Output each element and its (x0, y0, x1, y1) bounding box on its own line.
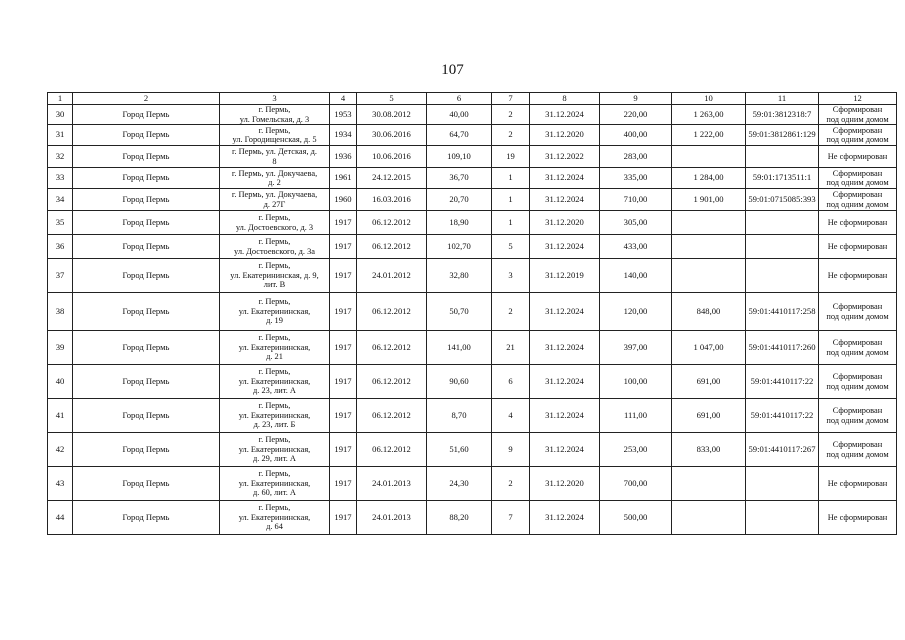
cadastral-number-cell: 59:01:4410117:22 (746, 399, 819, 433)
address-cell: г. Пермь, ул. Докучаева, д. 2 (220, 168, 330, 189)
land-status-cell: Сформирован под одним домом (819, 105, 897, 125)
deadline-cell: 31.12.2024 (530, 168, 600, 189)
value-cell (672, 259, 746, 293)
residents-cell: 1 (492, 211, 530, 235)
deadline-cell: 31.12.2024 (530, 235, 600, 259)
row-number-cell: 37 (48, 259, 73, 293)
address-cell: г. Пермь, ул. Екатерининская, д. 64 (220, 501, 330, 535)
city-cell: Город Пермь (73, 433, 220, 467)
column-header: 3 (220, 93, 330, 105)
table-row (48, 168, 897, 189)
table-row (48, 259, 897, 293)
city-cell: Город Пермь (73, 259, 220, 293)
residents-cell: 6 (492, 365, 530, 399)
cadastral-number-cell (746, 235, 819, 259)
address-cell: г. Пермь, ул. Гомельская, д. 3 (220, 105, 330, 125)
area-cell: 32,80 (427, 259, 492, 293)
table-row (48, 331, 897, 365)
row-number-cell: 31 (48, 125, 73, 146)
row-number-cell: 33 (48, 168, 73, 189)
address-cell: г. Пермь, ул. Достоевского, д. 3а (220, 235, 330, 259)
value-cell: 1 284,00 (672, 168, 746, 189)
deadline-cell: 31.12.2024 (530, 433, 600, 467)
deadline-cell: 31.12.2020 (530, 211, 600, 235)
cost-cell: 283,00 (600, 146, 672, 168)
cadastral-number-cell (746, 501, 819, 535)
city-cell: Город Пермь (73, 365, 220, 399)
city-cell: Город Пермь (73, 399, 220, 433)
value-cell: 691,00 (672, 399, 746, 433)
table-row (48, 399, 897, 433)
deadline-cell: 31.12.2024 (530, 331, 600, 365)
deadline-cell: 31.12.2024 (530, 189, 600, 211)
date-cell: 06.12.2012 (357, 293, 427, 331)
area-cell: 51,60 (427, 433, 492, 467)
deadline-cell: 31.12.2020 (530, 125, 600, 146)
cadastral-number-cell: 59:01:4410117:260 (746, 331, 819, 365)
table-row (48, 365, 897, 399)
table-row (48, 211, 897, 235)
residents-cell: 21 (492, 331, 530, 365)
column-header: 1 (48, 93, 73, 105)
year-cell: 1917 (330, 501, 357, 535)
row-number-cell: 35 (48, 211, 73, 235)
row-number-cell: 40 (48, 365, 73, 399)
year-cell: 1934 (330, 125, 357, 146)
value-cell (672, 146, 746, 168)
row-number-cell: 32 (48, 146, 73, 168)
city-cell: Город Пермь (73, 168, 220, 189)
land-status-cell: Сформирован под одним домом (819, 293, 897, 331)
table-row (48, 125, 897, 146)
year-cell: 1917 (330, 467, 357, 501)
address-cell: г. Пермь, ул. Достоевского, д. 3 (220, 211, 330, 235)
column-header: 12 (819, 93, 897, 105)
residents-cell: 3 (492, 259, 530, 293)
table-row (48, 146, 897, 168)
address-cell: г. Пермь, ул. Екатерининская, д. 29, лит. А (220, 433, 330, 467)
cost-cell: 700,00 (600, 467, 672, 501)
address-cell: г. Пермь, ул. Екатерининская, д. 19 (220, 293, 330, 331)
value-cell: 1 047,00 (672, 331, 746, 365)
value-cell: 1 263,00 (672, 105, 746, 125)
address-cell: г. Пермь, ул. Екатерининская, д. 21 (220, 331, 330, 365)
city-cell: Город Пермь (73, 235, 220, 259)
column-header: 5 (357, 93, 427, 105)
city-cell: Город Пермь (73, 105, 220, 125)
value-cell (672, 467, 746, 501)
column-header: 11 (746, 93, 819, 105)
area-cell: 24,30 (427, 467, 492, 501)
land-status-cell: Не сформирован (819, 467, 897, 501)
address-cell: г. Пермь, ул. Екатерининская, д. 23, лит. А (220, 365, 330, 399)
cadastral-number-cell (746, 259, 819, 293)
cost-cell: 400,00 (600, 125, 672, 146)
table-row (48, 189, 897, 211)
cost-cell: 500,00 (600, 501, 672, 535)
cadastral-number-cell (746, 467, 819, 501)
area-cell: 64,70 (427, 125, 492, 146)
cadastral-number-cell (746, 146, 819, 168)
deadline-cell: 31.12.2020 (530, 467, 600, 501)
year-cell: 1917 (330, 331, 357, 365)
cost-cell: 335,00 (600, 168, 672, 189)
date-cell: 06.12.2012 (357, 211, 427, 235)
year-cell: 1953 (330, 105, 357, 125)
residents-cell: 2 (492, 293, 530, 331)
year-cell: 1960 (330, 189, 357, 211)
table-row (48, 293, 897, 331)
column-header: 2 (73, 93, 220, 105)
year-cell: 1917 (330, 399, 357, 433)
deadline-cell: 31.12.2019 (530, 259, 600, 293)
city-cell: Город Пермь (73, 331, 220, 365)
cost-cell: 120,00 (600, 293, 672, 331)
cadastral-number-cell: 59:01:4410117:267 (746, 433, 819, 467)
address-cell: г. Пермь, ул. Докучаева, д. 27Г (220, 189, 330, 211)
row-number-cell: 41 (48, 399, 73, 433)
year-cell: 1917 (330, 259, 357, 293)
residents-cell: 2 (492, 467, 530, 501)
cost-cell: 710,00 (600, 189, 672, 211)
residents-cell: 1 (492, 189, 530, 211)
table-row (48, 467, 897, 501)
table-row (48, 501, 897, 535)
land-status-cell: Не сформирован (819, 146, 897, 168)
row-number-cell: 34 (48, 189, 73, 211)
address-cell: г. Пермь, ул. Екатерининская, д. 9, лит. В (220, 259, 330, 293)
area-cell: 18,90 (427, 211, 492, 235)
area-cell: 36,70 (427, 168, 492, 189)
land-status-cell: Сформирован под одним домом (819, 331, 897, 365)
city-cell: Город Пермь (73, 293, 220, 331)
column-header: 4 (330, 93, 357, 105)
date-cell: 30.08.2012 (357, 105, 427, 125)
row-number-cell: 44 (48, 501, 73, 535)
deadline-cell: 31.12.2024 (530, 501, 600, 535)
deadline-cell: 31.12.2024 (530, 293, 600, 331)
year-cell: 1917 (330, 211, 357, 235)
deadline-cell: 31.12.2024 (530, 399, 600, 433)
land-status-cell: Сформирован под одним домом (819, 365, 897, 399)
table-body (48, 105, 897, 535)
cost-cell: 305,00 (600, 211, 672, 235)
row-number-cell: 38 (48, 293, 73, 331)
area-cell: 20,70 (427, 189, 492, 211)
date-cell: 06.12.2012 (357, 365, 427, 399)
cost-cell: 397,00 (600, 331, 672, 365)
residents-cell: 9 (492, 433, 530, 467)
residents-cell: 5 (492, 235, 530, 259)
area-cell: 102,70 (427, 235, 492, 259)
land-status-cell: Не сформирован (819, 259, 897, 293)
cost-cell: 140,00 (600, 259, 672, 293)
address-cell: г. Пермь, ул. Городищенская, д. 5 (220, 125, 330, 146)
column-header: 7 (492, 93, 530, 105)
column-header: 10 (672, 93, 746, 105)
value-cell (672, 211, 746, 235)
table-row (48, 105, 897, 125)
table-row (48, 235, 897, 259)
area-cell: 141,00 (427, 331, 492, 365)
address-cell: г. Пермь, ул. Екатерининская, д. 23, лит. Б (220, 399, 330, 433)
residents-cell: 4 (492, 399, 530, 433)
land-status-cell: Сформирован под одним домом (819, 399, 897, 433)
cadastral-number-cell: 59:01:4410117:22 (746, 365, 819, 399)
residents-cell: 7 (492, 501, 530, 535)
deadline-cell: 31.12.2024 (530, 365, 600, 399)
land-status-cell: Сформирован под одним домом (819, 125, 897, 146)
year-cell: 1936 (330, 146, 357, 168)
row-number-cell: 43 (48, 467, 73, 501)
area-cell: 50,70 (427, 293, 492, 331)
date-cell: 24.01.2013 (357, 501, 427, 535)
row-number-cell: 39 (48, 331, 73, 365)
cadastral-number-cell (746, 211, 819, 235)
city-cell: Город Пермь (73, 501, 220, 535)
city-cell: Город Пермь (73, 467, 220, 501)
column-header: 6 (427, 93, 492, 105)
column-header: 9 (600, 93, 672, 105)
year-cell: 1961 (330, 168, 357, 189)
cadastral-number-cell: 59:01:3812318:7 (746, 105, 819, 125)
page-number: 107 (441, 62, 464, 78)
city-cell: Город Пермь (73, 146, 220, 168)
cost-cell: 220,00 (600, 105, 672, 125)
date-cell: 10.06.2016 (357, 146, 427, 168)
cost-cell: 111,00 (600, 399, 672, 433)
cadastral-number-cell: 59:01:3812861:129 (746, 125, 819, 146)
row-number-cell: 36 (48, 235, 73, 259)
date-cell: 06.12.2012 (357, 433, 427, 467)
column-header: 8 (530, 93, 600, 105)
date-cell: 24.12.2015 (357, 168, 427, 189)
table-row (48, 433, 897, 467)
land-status-cell: Сформирован под одним домом (819, 168, 897, 189)
land-status-cell: Не сформирован (819, 235, 897, 259)
city-cell: Город Пермь (73, 211, 220, 235)
residents-cell: 2 (492, 125, 530, 146)
cadastral-number-cell: 59:01:0715085:393 (746, 189, 819, 211)
date-cell: 06.12.2012 (357, 399, 427, 433)
year-cell: 1917 (330, 365, 357, 399)
date-cell: 06.12.2012 (357, 331, 427, 365)
value-cell (672, 501, 746, 535)
date-cell: 24.01.2012 (357, 259, 427, 293)
area-cell: 88,20 (427, 501, 492, 535)
housing-registry-table (47, 92, 897, 535)
date-cell: 24.01.2013 (357, 467, 427, 501)
deadline-cell: 31.12.2024 (530, 105, 600, 125)
residents-cell: 1 (492, 168, 530, 189)
value-cell: 1 901,00 (672, 189, 746, 211)
address-cell: г. Пермь, ул. Детская, д. 8 (220, 146, 330, 168)
land-status-cell: Сформирован под одним домом (819, 433, 897, 467)
land-status-cell: Не сформирован (819, 501, 897, 535)
cadastral-number-cell: 59:01:1713511:1 (746, 168, 819, 189)
value-cell: 833,00 (672, 433, 746, 467)
area-cell: 8,70 (427, 399, 492, 433)
area-cell: 90,60 (427, 365, 492, 399)
column-number-row (48, 93, 897, 105)
cost-cell: 433,00 (600, 235, 672, 259)
cadastral-number-cell: 59:01:4410117:258 (746, 293, 819, 331)
value-cell: 691,00 (672, 365, 746, 399)
land-status-cell: Не сформирован (819, 211, 897, 235)
date-cell: 16.03.2016 (357, 189, 427, 211)
year-cell: 1917 (330, 433, 357, 467)
land-status-cell: Сформирован под одним домом (819, 189, 897, 211)
cost-cell: 100,00 (600, 365, 672, 399)
year-cell: 1917 (330, 293, 357, 331)
city-cell: Город Пермь (73, 189, 220, 211)
year-cell: 1917 (330, 235, 357, 259)
value-cell: 1 222,00 (672, 125, 746, 146)
area-cell: 40,00 (427, 105, 492, 125)
row-number-cell: 30 (48, 105, 73, 125)
address-cell: г. Пермь, ул. Екатерининская, д. 60, лит. А (220, 467, 330, 501)
date-cell: 06.12.2012 (357, 235, 427, 259)
deadline-cell: 31.12.2022 (530, 146, 600, 168)
residents-cell: 2 (492, 105, 530, 125)
city-cell: Город Пермь (73, 125, 220, 146)
cost-cell: 253,00 (600, 433, 672, 467)
row-number-cell: 42 (48, 433, 73, 467)
value-cell (672, 235, 746, 259)
value-cell: 848,00 (672, 293, 746, 331)
date-cell: 30.06.2016 (357, 125, 427, 146)
area-cell: 109,10 (427, 146, 492, 168)
residents-cell: 19 (492, 146, 530, 168)
